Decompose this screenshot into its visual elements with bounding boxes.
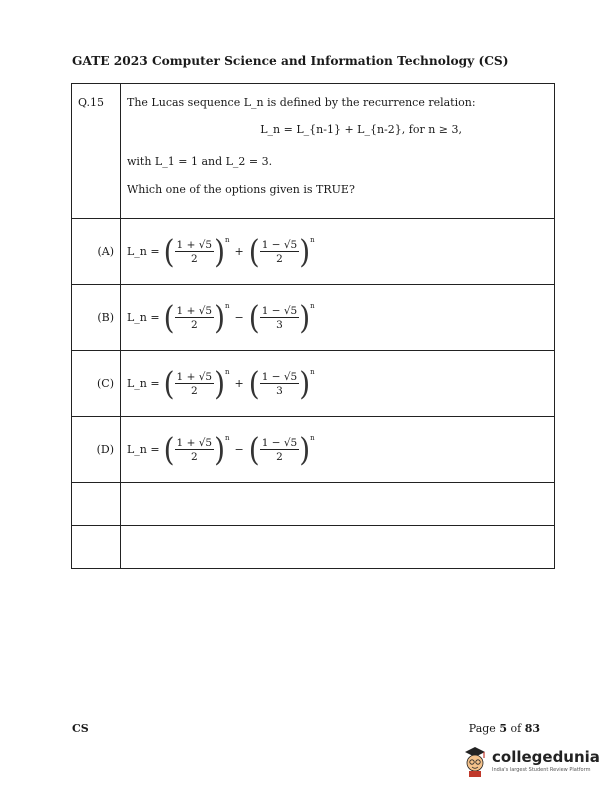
empty-cell: [121, 483, 555, 526]
operator: +: [234, 377, 244, 390]
empty-cell: [121, 526, 555, 569]
question-table: [71, 83, 555, 569]
operator: −: [234, 443, 244, 456]
fraction-denominator: 2: [190, 384, 198, 397]
option-formula: L_n = ( $\frac{1 + √5}{2}$ ) n + ( $\frac{1 - √5}{3}$ ) n: [121, 351, 555, 417]
operator: −: [234, 311, 244, 324]
fraction-numerator: 1 − √5: [261, 304, 298, 317]
formula-lhs: L_n =: [127, 443, 160, 456]
option-formula: L_n = ( $\frac{1 + √5}{2}$ ) n − ( $\frac{1 - √5}{3}$ ) n: [121, 285, 555, 351]
question-prompt: Which one of the options given is TRUE?: [127, 183, 355, 196]
fraction-numerator: 1 + √5: [176, 238, 213, 251]
fraction-numerator: 1 − √5: [261, 436, 298, 449]
fraction-denominator: 3: [276, 318, 283, 331]
question-number-cell: [72, 84, 121, 219]
option-label: (B): [72, 285, 121, 351]
option-label: (D): [72, 417, 121, 483]
footer-subject: CS: [72, 722, 89, 735]
recurrence-equation: L_n = L_{n-1} + L_{n-2}, for n ≥ 3,: [260, 123, 462, 136]
question-number: Q.15: [78, 96, 104, 109]
exponent: n: [310, 433, 315, 442]
question-intro: The Lucas sequence L_n is defined by the recurrence relation:: [127, 96, 476, 109]
empty-cell: [72, 483, 121, 526]
exponent: n: [225, 367, 230, 376]
document-header: GATE 2023 Computer Science and Information Technology (CS): [72, 54, 509, 68]
option-row-a: [72, 219, 555, 285]
fraction-denominator: 2: [190, 318, 198, 331]
fraction-numerator: 1 − √5: [261, 370, 298, 383]
formula-lhs: L_n =: [127, 245, 160, 258]
page-prefix: Page: [468, 722, 496, 735]
fraction-denominator: 2: [190, 252, 198, 265]
operator: +: [234, 245, 244, 258]
page-of: of: [510, 722, 522, 735]
collegedunia-logo: [462, 742, 600, 778]
empty-row: [72, 526, 555, 569]
option-row-d: [72, 417, 555, 483]
fraction-denominator: 2: [190, 450, 198, 463]
option-row-c: [72, 351, 555, 417]
option-formula: L_n = ( $\frac{1 + √5}{2}$ ) n + ( $\frac{1 - √5}{2}$ ) n: [121, 219, 555, 285]
fraction-numerator: 1 + √5: [176, 304, 213, 317]
fraction-numerator: 1 + √5: [176, 436, 213, 449]
footer-page-number: [469, 722, 540, 735]
fraction-numerator: 1 + √5: [176, 370, 213, 383]
option-formula: L_n = ( $\frac{1 + √5}{2}$ ) n − ( $\frac{1 - √5}{2}$ ) n: [121, 417, 555, 483]
logo-brand-text: collegedunia: [492, 747, 600, 766]
question-stem-cell: [121, 84, 555, 219]
exponent: n: [310, 235, 315, 244]
option-row-b: [72, 285, 555, 351]
exponent: n: [225, 433, 230, 442]
option-label: (A): [72, 219, 121, 285]
fraction-numerator: 1 − √5: [261, 238, 298, 251]
empty-cell: [72, 526, 121, 569]
total-pages: 83: [524, 722, 540, 735]
initial-conditions: with L_1 = 1 and L_2 = 3.: [127, 155, 273, 168]
fraction-denominator: 2: [276, 252, 283, 265]
fraction-denominator: 3: [276, 384, 283, 397]
logo-tagline: India's largest Student Review Platform: [492, 766, 591, 773]
formula-lhs: L_n =: [127, 377, 160, 390]
fraction-denominator: 2: [276, 450, 283, 463]
exponent: n: [225, 301, 230, 310]
exponent: n: [310, 301, 315, 310]
empty-row: [72, 483, 555, 526]
option-label: (C): [72, 351, 121, 417]
exponent: n: [225, 235, 230, 244]
graduate-mascot-icon: [462, 742, 488, 778]
current-page: 5: [499, 722, 507, 735]
exponent: n: [310, 367, 315, 376]
formula-lhs: L_n =: [127, 311, 160, 324]
